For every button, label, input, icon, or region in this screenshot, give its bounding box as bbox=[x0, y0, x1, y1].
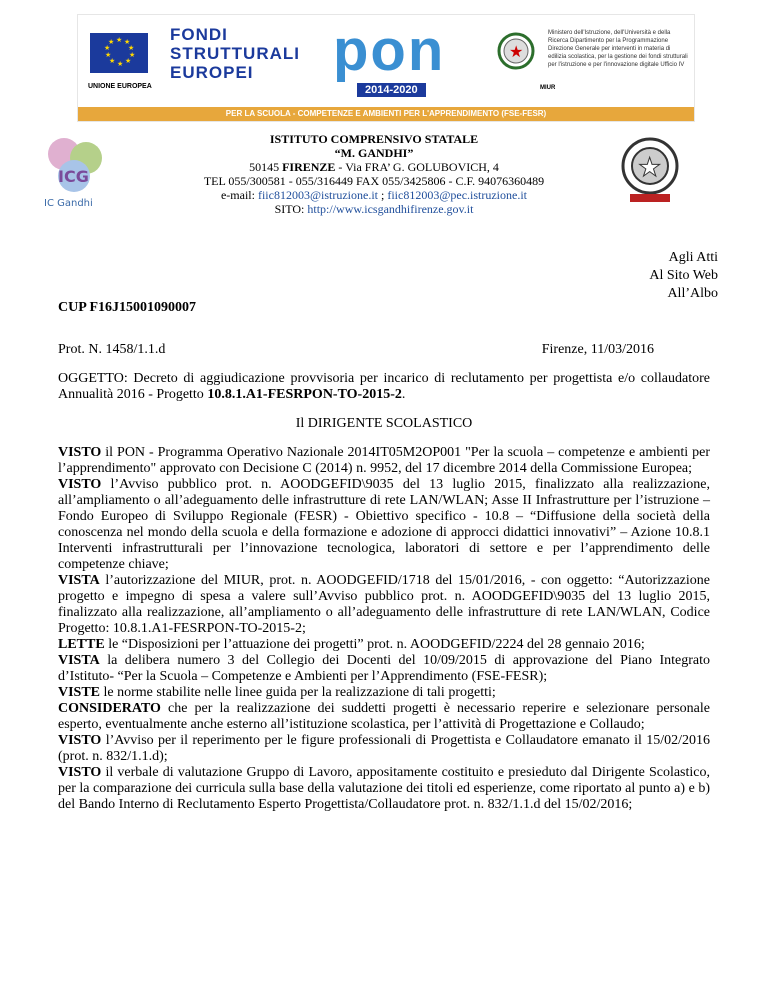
paragraph: VISTO il PON - Programma Operativo Nazionale 2014IT05M2OP001 "Per la scuola – competenze e ambienti per l’apprendimento" approvato con Decisione C (2014) n. 9952, del 17 dicembre 2014 della Commissione Europea; bbox=[58, 445, 710, 476]
svg-text:★: ★ bbox=[125, 57, 132, 65]
svg-text:★: ★ bbox=[129, 51, 136, 59]
protocol-row bbox=[58, 342, 710, 358]
paragraph: VISTE le norme stabilite nelle linee guida per la realizzazione di tali progetti; bbox=[58, 685, 496, 700]
recipient-2: Al Sito Web bbox=[649, 268, 718, 283]
address-city: FIRENZE bbox=[282, 160, 336, 174]
school-header bbox=[130, 132, 618, 216]
ministry-text: Ministero dell'Istruzione, dell'Università e della Ricerca Dipartimento per la Programmazione Direzione Generale per interventi in materia di edilizia scolastica, per la gestione dei fondi strutturali per l'istruzione e per l'innovazione digitale Ufficio IV bbox=[548, 30, 688, 68]
school-logo-icon bbox=[34, 132, 116, 214]
fondi-line-3: EUROPEI bbox=[170, 63, 254, 82]
fondi-line-2: STRUTTURALI bbox=[170, 44, 300, 63]
school-site: SITO: http://www.icsgandhifirenze.gov.it bbox=[274, 202, 474, 216]
republic-emblem-icon bbox=[496, 31, 536, 77]
svg-text:★: ★ bbox=[117, 60, 124, 68]
recipient-1: Agli Atti bbox=[668, 250, 718, 265]
eu-label: UNIONE EUROPEA bbox=[88, 83, 152, 90]
paragraph: VISTA la delibera numero 3 del Collegio dei Docenti del 10/09/2015 di approvazione del Piano Integrato d’Istituto- “Per la Scuola – Competenze e Ambienti per l’Apprendimento (FSE-FESR); bbox=[58, 653, 710, 684]
pon-logo bbox=[333, 18, 483, 103]
school-address bbox=[130, 160, 618, 174]
school-name-1: ISTITUTO COMPRENSIVO STATALE bbox=[269, 132, 479, 146]
fondi-strutturali-logo bbox=[170, 25, 300, 82]
paragraph: VISTO l’Avviso pubblico prot. n. AOODGEFID\9035 del 13 luglio 2015, finalizzato alla realizzazione, all’ampliamento o all’adeguamento delle infrastrutture di rete LAN/WLAN; Asse II Infrastrutture per l’istruzione – Fondo Europeo di Sviluppo Regionale (FESR) - Obiettivo specifico - 10.8 – “Diffusione della società della conoscenza nel mondo della scuola e della formazione e adozione di approcci didattici innovativi” – Azione 10.8.1 Interventi infrastrutturali per l’innovazione tecnologica, laboratori di settore e per l’apprendimento delle competenze chiave; bbox=[58, 477, 710, 572]
svg-text:★: ★ bbox=[108, 38, 115, 46]
fondi-line-1: FONDI bbox=[170, 25, 228, 44]
paragraph: LETTE le “Disposizioni per l’attuazione dei progetti” prot. n. AOODGEFID/2224 del 28 gennaio 2016; bbox=[58, 637, 645, 652]
protocol-number: Prot. N. 1458/1.1.d bbox=[58, 342, 166, 357]
document-date: Firenze, 11/03/2016 bbox=[541, 342, 654, 357]
document-body bbox=[58, 300, 710, 813]
school-logo-caption: IC Gandhi bbox=[44, 198, 93, 209]
svg-text:★: ★ bbox=[124, 38, 131, 46]
school-phone: TEL 055/300581 - 055/316449 FAX 055/3425806 - C.F. 94076360489 bbox=[203, 174, 545, 188]
signer-title: Il DIRIGENTE SCOLASTICO bbox=[295, 416, 473, 431]
paragraph: VISTA l’autorizzazione del MIUR, prot. n. AOODGEFID/1718 del 15/01/2016, - con oggetto: “Autorizzazione progetto e impegno di spesa a valere sull’Avviso pubblico prot. n. AOODGEFID\9035 del 13 luglio 2015, finalizzato alla realizzazione, all’ampliamento o all’adeguamento delle infrastrutture di rete LAN/WLAN, Codice Progetto: 10.8.1.A1-FESRPON-TO-2015-2; bbox=[58, 573, 710, 636]
school-email: e-mail: fiic812003@istruzione.it ; fiic812003@pec.istruzione.it bbox=[220, 188, 528, 202]
address-cap: 50145 bbox=[249, 160, 280, 174]
recipients bbox=[649, 249, 718, 303]
pon-word: pon bbox=[333, 18, 446, 83]
email-link-1[interactable]: fiic812003@istruzione.it bbox=[257, 188, 378, 202]
address-street: - Via FRA’ G. GOLUBOVICH, 4 bbox=[335, 160, 499, 174]
paragraph: CONSIDERATO che per la realizzazione dei suddetti progetti è necessario reperire e selezionare personale esperto, eventualmente anche esterno all’istituzione scolastica, per l’attività di Progettazione e Collaudo; bbox=[58, 701, 710, 732]
recipient-3: All’Albo bbox=[667, 286, 718, 301]
svg-text:★: ★ bbox=[509, 42, 524, 61]
italian-republic-emblem-icon bbox=[618, 134, 682, 212]
svg-text:★: ★ bbox=[109, 57, 116, 65]
svg-text:★: ★ bbox=[104, 44, 111, 52]
paragraph: VISTO il verbale di valutazione Gruppo di Lavoro, appositamente costituito e presieduto dal Dirigente Scolastico, per la comparazione dei curricula sulla base della valutazione dei titoli ed esperienze, come riportato al punto a) e b) del Bando Interno di Reclutamento Esperto Progettista/Collaudatore prot. n. 832/1.1.d del 15/02/2016; bbox=[58, 765, 710, 812]
svg-text:★: ★ bbox=[105, 51, 112, 59]
eu-flag-icon bbox=[90, 33, 148, 73]
cup-code: CUP F16J15001090007 bbox=[58, 300, 197, 315]
project-code: 10.8.1.A1-FESRPON-TO-2015-2 bbox=[207, 387, 402, 402]
svg-text:ICG: ICG bbox=[58, 167, 89, 186]
svg-text:★: ★ bbox=[638, 153, 662, 183]
school-name-2: “M. GANDHI” bbox=[334, 146, 414, 160]
svg-text:★: ★ bbox=[128, 44, 135, 52]
subject: OGGETTO: Decreto di aggiudicazione provvisoria per incarico di reclutamento per progettista e/o collaudatore Annualità 2016 - Progetto 10.8.1.A1-FESRPON-TO-2015-2. bbox=[58, 371, 710, 402]
email-link-2[interactable]: fiic812003@pec.istruzione.it bbox=[387, 188, 528, 202]
svg-text:★: ★ bbox=[116, 36, 123, 44]
miur-label: MIUR bbox=[540, 85, 556, 91]
banner-bottom-bar: PER LA SCUOLA - COMPETENZE E AMBIENTI PER L'APPRENDIMENTO (FSE-FESR) bbox=[78, 107, 694, 121]
site-link[interactable]: http://www.icsgandhifirenze.gov.it bbox=[307, 202, 474, 216]
paragraph: VISTO l’Avviso per il reperimento per le figure professionali di Progettista e Collaudatore emanato il 15/02/2016 (prot. n. 832/1.1.d); bbox=[58, 733, 710, 764]
pon-banner bbox=[77, 14, 695, 122]
pon-years: 2014-2020 bbox=[357, 83, 426, 97]
